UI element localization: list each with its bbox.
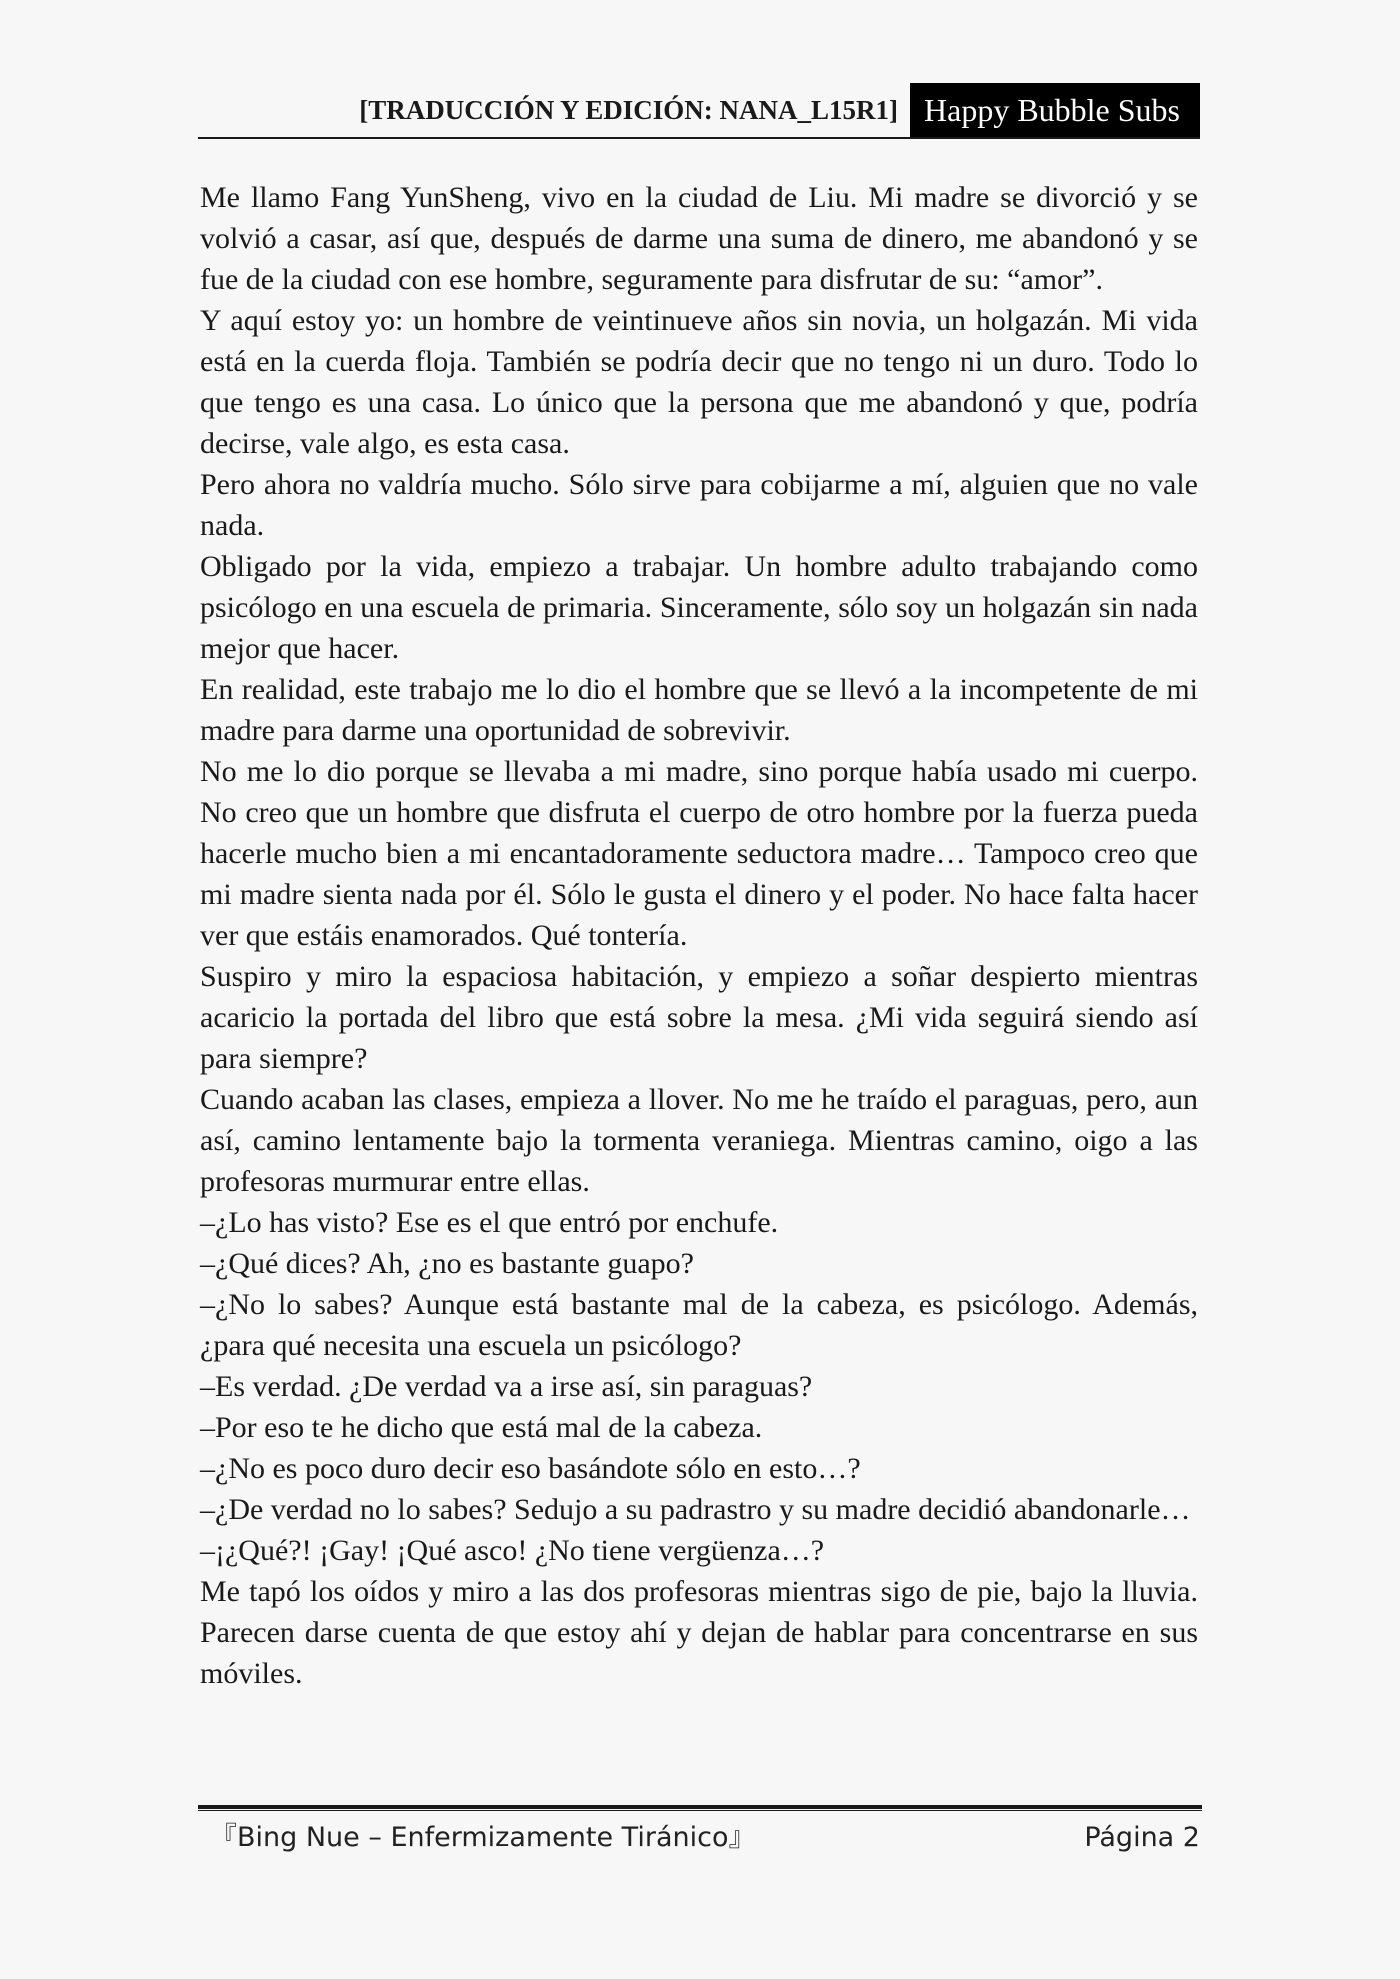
paragraph: Suspiro y miro la espaciosa habitación, y empiezo a soñar despierto mientras acaricio la portada del libro que está sobre la mesa. ¿Mi vida seguirá siendo así para siempre? bbox=[200, 960, 1198, 1075]
body-text bbox=[200, 177, 1198, 1694]
page-header bbox=[198, 83, 1200, 139]
dialogue-line: –¿Qué dices? Ah, ¿no es bastante guapo? bbox=[200, 1247, 694, 1280]
paragraph: Y aquí estoy yo: un hombre de veintinueve años sin novia, un holgazán. Mi vida está en la cuerda floja. También se podría decir que no tengo ni un duro. Todo lo que tengo es una casa. Lo único que la persona que me abandonó y que, podría decirse, vale algo, es esta casa. bbox=[200, 304, 1198, 460]
dialogue-line: –Por eso te he dicho que está mal de la cabeza. bbox=[200, 1411, 763, 1444]
dialogue-line: –¿De verdad no lo sabes? Sedujo a su padrastro y su madre decidió abandonarle… bbox=[200, 1493, 1191, 1526]
footer-divider bbox=[198, 1805, 1202, 1811]
dialogue-line: –¡¿Qué?! ¡Gay! ¡Qué asco! ¿No tiene vergüenza…? bbox=[200, 1534, 825, 1567]
paragraph: Me llamo Fang YunSheng, vivo en la ciudad de Liu. Mi madre se divorció y se volvió a casar, así que, después de darme una suma de dinero, me abandonó y se fue de la ciudad con ese hombre, seguramente para disfrutar de su: “amor”. bbox=[200, 181, 1198, 296]
paragraph: Me tapó los oídos y miro a las dos profesoras mientras sigo de pie, bajo la lluvia. Parecen darse cuenta de que estoy ahí y dejan de hablar para concentrarse en sus móviles. bbox=[200, 1575, 1198, 1690]
dialogue-line: –¿No es poco duro decir eso basándote sólo en esto…? bbox=[200, 1452, 861, 1485]
translation-credit: [TRADUCCIÓN Y EDICIÓN: NANA_L15R1] bbox=[359, 95, 898, 125]
paragraph: Obligado por la vida, empiezo a trabajar. Un hombre adulto trabajando como psicólogo en una escuela de primaria. Sinceramente, sólo soy un holgazán sin nada mejor que hacer. bbox=[200, 550, 1198, 665]
dialogue-line: –¿No lo sabes? Aunque está bastante mal de la cabeza, es psicólogo. Además, ¿para qué necesita una escuela un psicólogo? bbox=[200, 1288, 1198, 1362]
dialogue-line: –¿Lo has visto? Ese es el que entró por enchufe. bbox=[200, 1206, 779, 1239]
page-footer bbox=[210, 1818, 1200, 1858]
page-number: Página 2 bbox=[1084, 1822, 1200, 1853]
book-title: 『Bing Nue – Enfermizamente Tiránico』 bbox=[210, 1822, 756, 1853]
paragraph: En realidad, este trabajo me lo dio el hombre que se llevó a la incompetente de mi madre para darme una oportunidad de sobrevivir. bbox=[200, 673, 1198, 747]
paragraph: Cuando acaban las clases, empieza a llover. No me he traído el paraguas, pero, aun así, camino lentamente bajo la tormenta veraniega. Mientras camino, oigo a las profesoras murmurar entre ellas. bbox=[200, 1083, 1198, 1198]
paragraph: Pero ahora no valdría mucho. Sólo sirve para cobijarme a mí, alguien que no vale nada. bbox=[200, 468, 1198, 542]
dialogue-line: –Es verdad. ¿De verdad va a irse así, sin paraguas? bbox=[200, 1370, 813, 1403]
group-badge: Happy Bubble Subs bbox=[910, 83, 1200, 137]
paragraph: No me lo dio porque se llevaba a mi madre, sino porque había usado mi cuerpo. No creo que un hombre que disfruta el cuerpo de otro hombre por la fuerza pueda hacerle mucho bien a mi encantadoramente seductora madre… Tampoco creo que mi madre sienta nada por él. Sólo le gusta el dinero y el poder. No hace falta hacer ver que estáis enamorados. Qué tontería. bbox=[200, 755, 1198, 952]
